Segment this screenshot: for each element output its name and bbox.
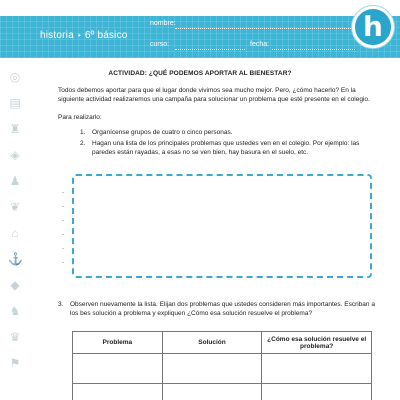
activity-intro: Todos debemos aportar para que el lugar donde vivimos sea mucho mejor. Pero, ¿cómo hacerlo? En la siguiente actividad realizaremos una campaña para solucionar un problema que esté presente en el colegio. xyxy=(58,87,370,103)
header-solution: Solución xyxy=(162,332,262,354)
step-number: 2. xyxy=(80,140,86,147)
table-row xyxy=(73,384,372,400)
course-field-line[interactable] xyxy=(175,49,245,50)
subject-grade xyxy=(40,30,128,41)
table-cell[interactable] xyxy=(73,384,163,400)
table-cell[interactable] xyxy=(73,354,163,384)
table-cell[interactable] xyxy=(262,354,372,384)
date-field-line[interactable] xyxy=(272,49,355,50)
list-bullets: - - - - - - xyxy=(62,190,64,266)
activity-title: ACTIVIDAD: ¿QUÉ PODEMOS APORTAR AL BIENESTAR? xyxy=(108,70,292,77)
globe-icon: ◎ xyxy=(9,70,21,84)
temple-icon: ⌂ xyxy=(11,226,19,240)
scroll-icon: ❦ xyxy=(9,200,21,214)
table-cell[interactable] xyxy=(162,354,262,384)
flag-icon: ⚑ xyxy=(9,356,21,370)
step-3 xyxy=(58,300,378,318)
table-cell[interactable] xyxy=(162,384,262,400)
subject-separator: • xyxy=(77,31,81,40)
worksheet-header xyxy=(0,0,400,66)
name-label: nombre: xyxy=(150,20,176,27)
anchor-icon: ⚓ xyxy=(8,252,23,266)
shield-icon: ◆ xyxy=(10,278,20,292)
step-text: Organícense grupos de cuatro o cinco personas. xyxy=(92,129,233,136)
table-row xyxy=(73,354,372,384)
step-number: 1. xyxy=(80,129,86,136)
step-number: 3. xyxy=(58,301,64,308)
logo-letter: h xyxy=(363,10,383,43)
step-1 xyxy=(80,128,380,137)
name-field-line[interactable] xyxy=(175,28,355,29)
header-how: ¿Cómo esa solución resuelve el problema? xyxy=(262,332,372,354)
course-label: curso: xyxy=(150,41,170,48)
table-cell[interactable] xyxy=(262,384,372,400)
answer-table xyxy=(72,331,372,400)
step-text: Observen nuevamente la lista. Elijan dos problemas que ustedes consideren más importantes. Escriban a los bes solución a problema y expliquen ¿Cómo esa solución resuelve el problema? xyxy=(70,301,375,317)
header-problem: Problema xyxy=(73,332,163,354)
step-2 xyxy=(80,139,380,157)
instructions-label: Para realizarlo: xyxy=(58,114,102,121)
date-label: fecha: xyxy=(250,41,270,48)
building-icon: ▤ xyxy=(9,96,21,110)
figure-icon: ♟ xyxy=(9,174,21,188)
step-text: Hagan una lista de los principales problemas que ustedes ven en el colegio. Por ejemplo: las paredes están rayadas, a esas no se ven bien, hay basura en el suelo, etc. xyxy=(92,140,360,156)
sidebar-decorations xyxy=(0,58,30,400)
map-icon: ◈ xyxy=(10,148,20,162)
logo xyxy=(352,6,394,48)
ship-icon: ♞ xyxy=(9,304,21,318)
steps-list xyxy=(80,128,380,159)
problem-list-box[interactable] xyxy=(72,174,372,278)
crown-icon: ♛ xyxy=(9,330,21,344)
table-header-row xyxy=(73,332,372,354)
grade-label: 6º básico xyxy=(84,30,128,41)
column-icon: ♜ xyxy=(9,122,21,136)
subject-label: historia xyxy=(40,30,74,41)
